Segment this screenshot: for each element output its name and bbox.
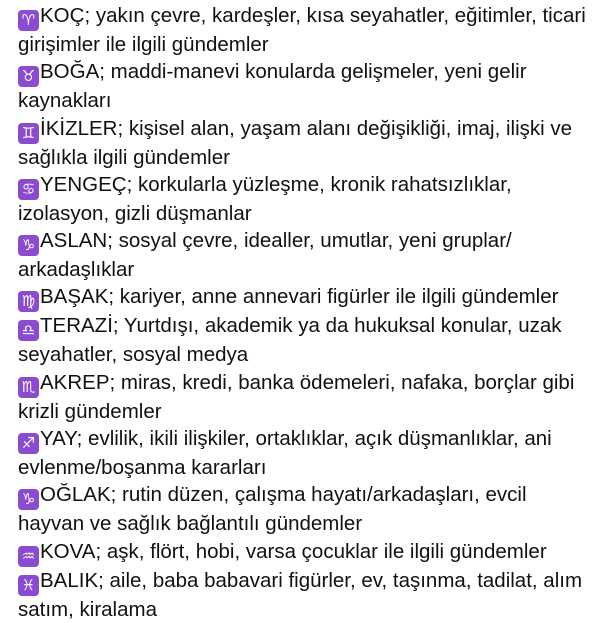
- virgo-icon: ♍: [18, 291, 39, 312]
- cancer-icon: ♋: [18, 179, 39, 200]
- sign-name: BOĞA: [40, 60, 100, 84]
- entry-aslan: [18, 227, 586, 283]
- entry-text: ; miras, kredi, banka ödemeleri, nafaka, borçlar gibi krizli gündemler: [18, 370, 575, 423]
- entry-text: ; korkularla yüzleşme, kronik rahatsızlıklar, izolasyon, gizli düşmanlar: [18, 172, 512, 225]
- sign-name: KOVA: [40, 539, 96, 563]
- entry-boga: [18, 58, 586, 114]
- sign-name: AKREP: [40, 370, 110, 394]
- entry-text: ; rutin düzen, çalışma hayatı/arkadaşları, evcil hayvan ve sağlık bağlantılı gündemler: [18, 483, 527, 536]
- entry-kova: [18, 538, 586, 567]
- entry-text: ; sosyal çevre, idealler, umutlar, yeni gruplar/ arkadaşlıklar: [18, 229, 512, 282]
- entry-text: ; evlilik, ikili ilişkiler, ortaklıklar, açık düşmanlıklar, ani evlenme/boşanma kararları: [18, 427, 552, 480]
- aquarius-icon: ♒: [18, 546, 39, 567]
- entry-koc: [18, 2, 586, 58]
- capricorn-icon: ♑: [18, 489, 39, 510]
- capricorn-icon: ♑: [18, 235, 39, 256]
- entry-basak: [18, 283, 586, 312]
- sign-name: İKİZLER: [40, 116, 118, 140]
- entry-balik: [18, 567, 586, 623]
- sign-name: OĞLAK: [40, 483, 111, 507]
- entry-text: ; yakın çevre, kardeşler, kısa seyahatler, eğitimler, ticari girişimler ile ilgili gündemler: [18, 4, 586, 56]
- gemini-icon: ♊: [18, 123, 39, 144]
- entry-text: ; Yurtdışı, akademik ya da hukuksal konular, uzak seyahatler, sosyal medya: [18, 314, 562, 367]
- entry-oglak: [18, 481, 586, 537]
- entry-text: ; maddi-manevi konularda gelişmeler, yeni gelir kaynakları: [18, 60, 527, 113]
- taurus-icon: ♉: [18, 66, 39, 87]
- sign-name: YAY: [40, 427, 77, 451]
- sagittarius-icon: ♐: [18, 433, 39, 454]
- sign-name: BALIK: [40, 568, 99, 592]
- entry-akrep: [18, 369, 586, 425]
- entry-text: ; aile, baba babavari figürler, ev, taşınma, tadilat, alım satım, kiralama: [18, 568, 583, 621]
- libra-icon: ♎: [18, 320, 39, 341]
- entry-terazi: [18, 312, 586, 368]
- scorpio-icon: ♏: [18, 377, 39, 398]
- entry-text: ; aşk, flört, hobi, varsa çocuklar ile ilgili gündemler: [95, 539, 547, 563]
- entry-yay: [18, 425, 586, 481]
- sign-name: KOÇ: [40, 4, 85, 27]
- entry-yengec: [18, 171, 586, 227]
- entry-text: ; kişisel alan, yaşam alanı değişikliği, imaj, ilişki ve sağlıkla ilgili gündemler: [18, 116, 573, 169]
- sign-name: BAŞAK: [40, 285, 109, 309]
- sign-name: ASLAN: [40, 229, 108, 253]
- entry-ikizler: [18, 115, 586, 171]
- entry-text: ; kariyer, anne annevari figürler ile ilgili gündemler: [108, 285, 559, 309]
- sign-name: TERAZİ: [40, 314, 113, 338]
- aries-icon: ♈: [18, 10, 39, 31]
- sign-name: YENGEÇ: [40, 172, 127, 196]
- pisces-icon: ♓: [18, 575, 39, 596]
